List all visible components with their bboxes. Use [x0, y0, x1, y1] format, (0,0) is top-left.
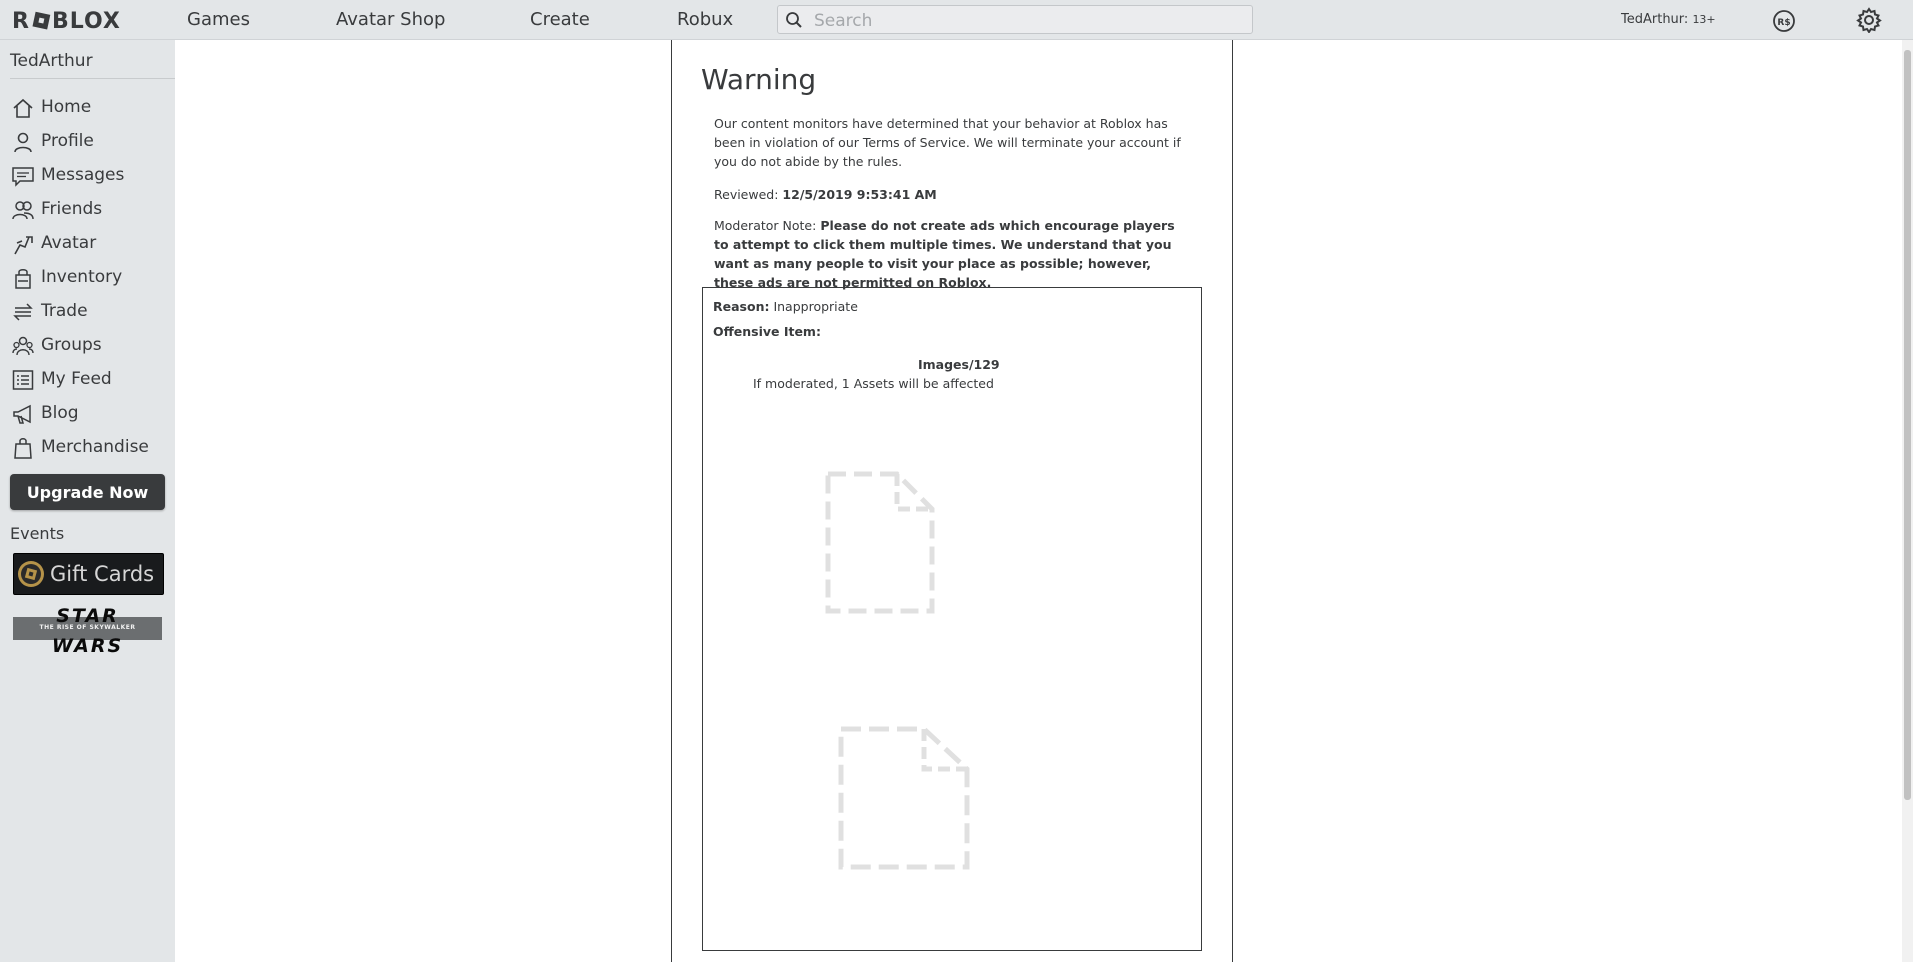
- moderator-note-label: Moderator Note:: [714, 218, 817, 233]
- gift-cards-label: Gift Cards: [50, 562, 155, 586]
- username-text[interactable]: TedArthur:: [1621, 12, 1689, 27]
- merchandise-icon: [12, 437, 34, 459]
- gift-card-coin-icon: [17, 560, 45, 588]
- left-sidebar: [0, 40, 175, 962]
- sidebar-item-label: Profile: [41, 131, 94, 151]
- groups-icon: [12, 335, 34, 357]
- offensive-item-label: Offensive Item:: [713, 324, 821, 339]
- sidebar-item-groups[interactable]: [0, 330, 175, 360]
- age-badge: 13+: [1692, 13, 1716, 26]
- roblox-logo[interactable]: [12, 8, 130, 32]
- reviewed-line: [714, 185, 1186, 204]
- blog-icon: [12, 403, 34, 425]
- moderator-note: [714, 216, 1186, 292]
- sidebar-item-label: Friends: [41, 199, 103, 219]
- sidebar-item-inventory[interactable]: [0, 262, 175, 292]
- offensive-item-box: [702, 287, 1202, 951]
- offensive-item-line: [713, 323, 821, 341]
- search-input[interactable]: [812, 9, 1246, 33]
- events-heading: Events: [10, 524, 65, 543]
- home-icon: [12, 97, 34, 119]
- asset-name[interactable]: Images/129: [918, 357, 1000, 372]
- messages-icon: [12, 165, 34, 187]
- moderator-note-text: Please do not create ads which encourage players to attempt to click them multiple times. We understand that you want as many people to visit your place as possible; however, these ads are not permitted on Roblox.: [714, 218, 1175, 290]
- sidebar-username[interactable]: TedArthur: [10, 51, 93, 71]
- nav-create[interactable]: Create: [530, 9, 590, 30]
- sidebar-item-my-feed[interactable]: [0, 364, 175, 394]
- image-placeholder-icon: [838, 726, 970, 870]
- search-icon: [785, 11, 803, 29]
- friends-icon: [12, 199, 34, 221]
- sidebar-item-label: Groups: [41, 335, 102, 355]
- avatar-icon: [12, 233, 34, 255]
- nav-robux[interactable]: Robux: [677, 9, 734, 30]
- sidebar-item-blog[interactable]: [0, 398, 175, 428]
- search-box[interactable]: [777, 5, 1253, 34]
- inventory-icon: [12, 267, 34, 289]
- sidebar-item-avatar[interactable]: [0, 228, 175, 258]
- nav-games[interactable]: Games: [187, 9, 250, 30]
- sidebar-item-merchandise[interactable]: [0, 432, 175, 462]
- svg-text:R: R: [12, 9, 30, 32]
- sidebar-item-label: My Feed: [41, 369, 112, 389]
- scrollbar-thumb[interactable]: [1904, 50, 1911, 800]
- star-wars-subtitle: THE RISE OF SKYWALKER: [39, 624, 136, 631]
- sidebar-item-trade[interactable]: [0, 296, 175, 326]
- star-wars-title-bottom: WARS: [51, 635, 124, 657]
- reason-line: [713, 298, 858, 316]
- sidebar-item-home[interactable]: [0, 92, 175, 122]
- profile-icon: [12, 131, 34, 153]
- page-title: Warning: [701, 63, 817, 96]
- upgrade-now-button[interactable]: Upgrade Now: [10, 474, 165, 510]
- nav-avatar-shop[interactable]: Avatar Shop: [336, 9, 446, 30]
- sidebar-item-label: Blog: [41, 403, 79, 423]
- sidebar-item-profile[interactable]: [0, 126, 175, 156]
- reviewed-date: 12/5/2019 9:53:41 AM: [782, 187, 937, 202]
- sidebar-item-label: Merchandise: [41, 437, 149, 457]
- feed-icon: [12, 369, 34, 391]
- gear-icon[interactable]: [1856, 7, 1882, 33]
- trade-icon: [12, 301, 34, 323]
- header-username[interactable]: [1621, 11, 1716, 29]
- star-wars-event-banner[interactable]: [13, 605, 162, 657]
- warning-message: Our content monitors have determined that your behavior at Roblox has been in violation of our Terms of Service. We will terminate your account if you do not abide by the rules.: [714, 116, 1181, 169]
- sidebar-item-friends[interactable]: [0, 194, 175, 224]
- assets-affected-text: If moderated, 1 Assets will be affected: [753, 376, 994, 391]
- svg-text:BLOX: BLOX: [52, 9, 121, 32]
- robux-icon[interactable]: [1772, 9, 1796, 33]
- sidebar-divider: [10, 78, 175, 79]
- sidebar-item-label: Avatar: [41, 233, 97, 253]
- sidebar-item-label: Home: [41, 97, 92, 117]
- sidebar-item-label: Trade: [41, 301, 88, 321]
- top-navigation-bar: [0, 0, 1913, 40]
- gift-cards-event-banner[interactable]: [13, 553, 164, 595]
- image-placeholder-icon: [825, 471, 935, 614]
- sidebar-item-messages[interactable]: [0, 160, 175, 190]
- page-scrollbar[interactable]: [1902, 40, 1913, 962]
- reason-value: Inappropriate: [773, 299, 858, 314]
- star-wars-title-top: STAR: [56, 605, 119, 627]
- svg-text:R$: R$: [1777, 18, 1791, 28]
- reason-label: Reason:: [713, 299, 770, 314]
- sidebar-item-label: Inventory: [41, 267, 123, 287]
- reviewed-label: Reviewed:: [714, 187, 779, 202]
- sidebar-item-label: Messages: [41, 165, 125, 185]
